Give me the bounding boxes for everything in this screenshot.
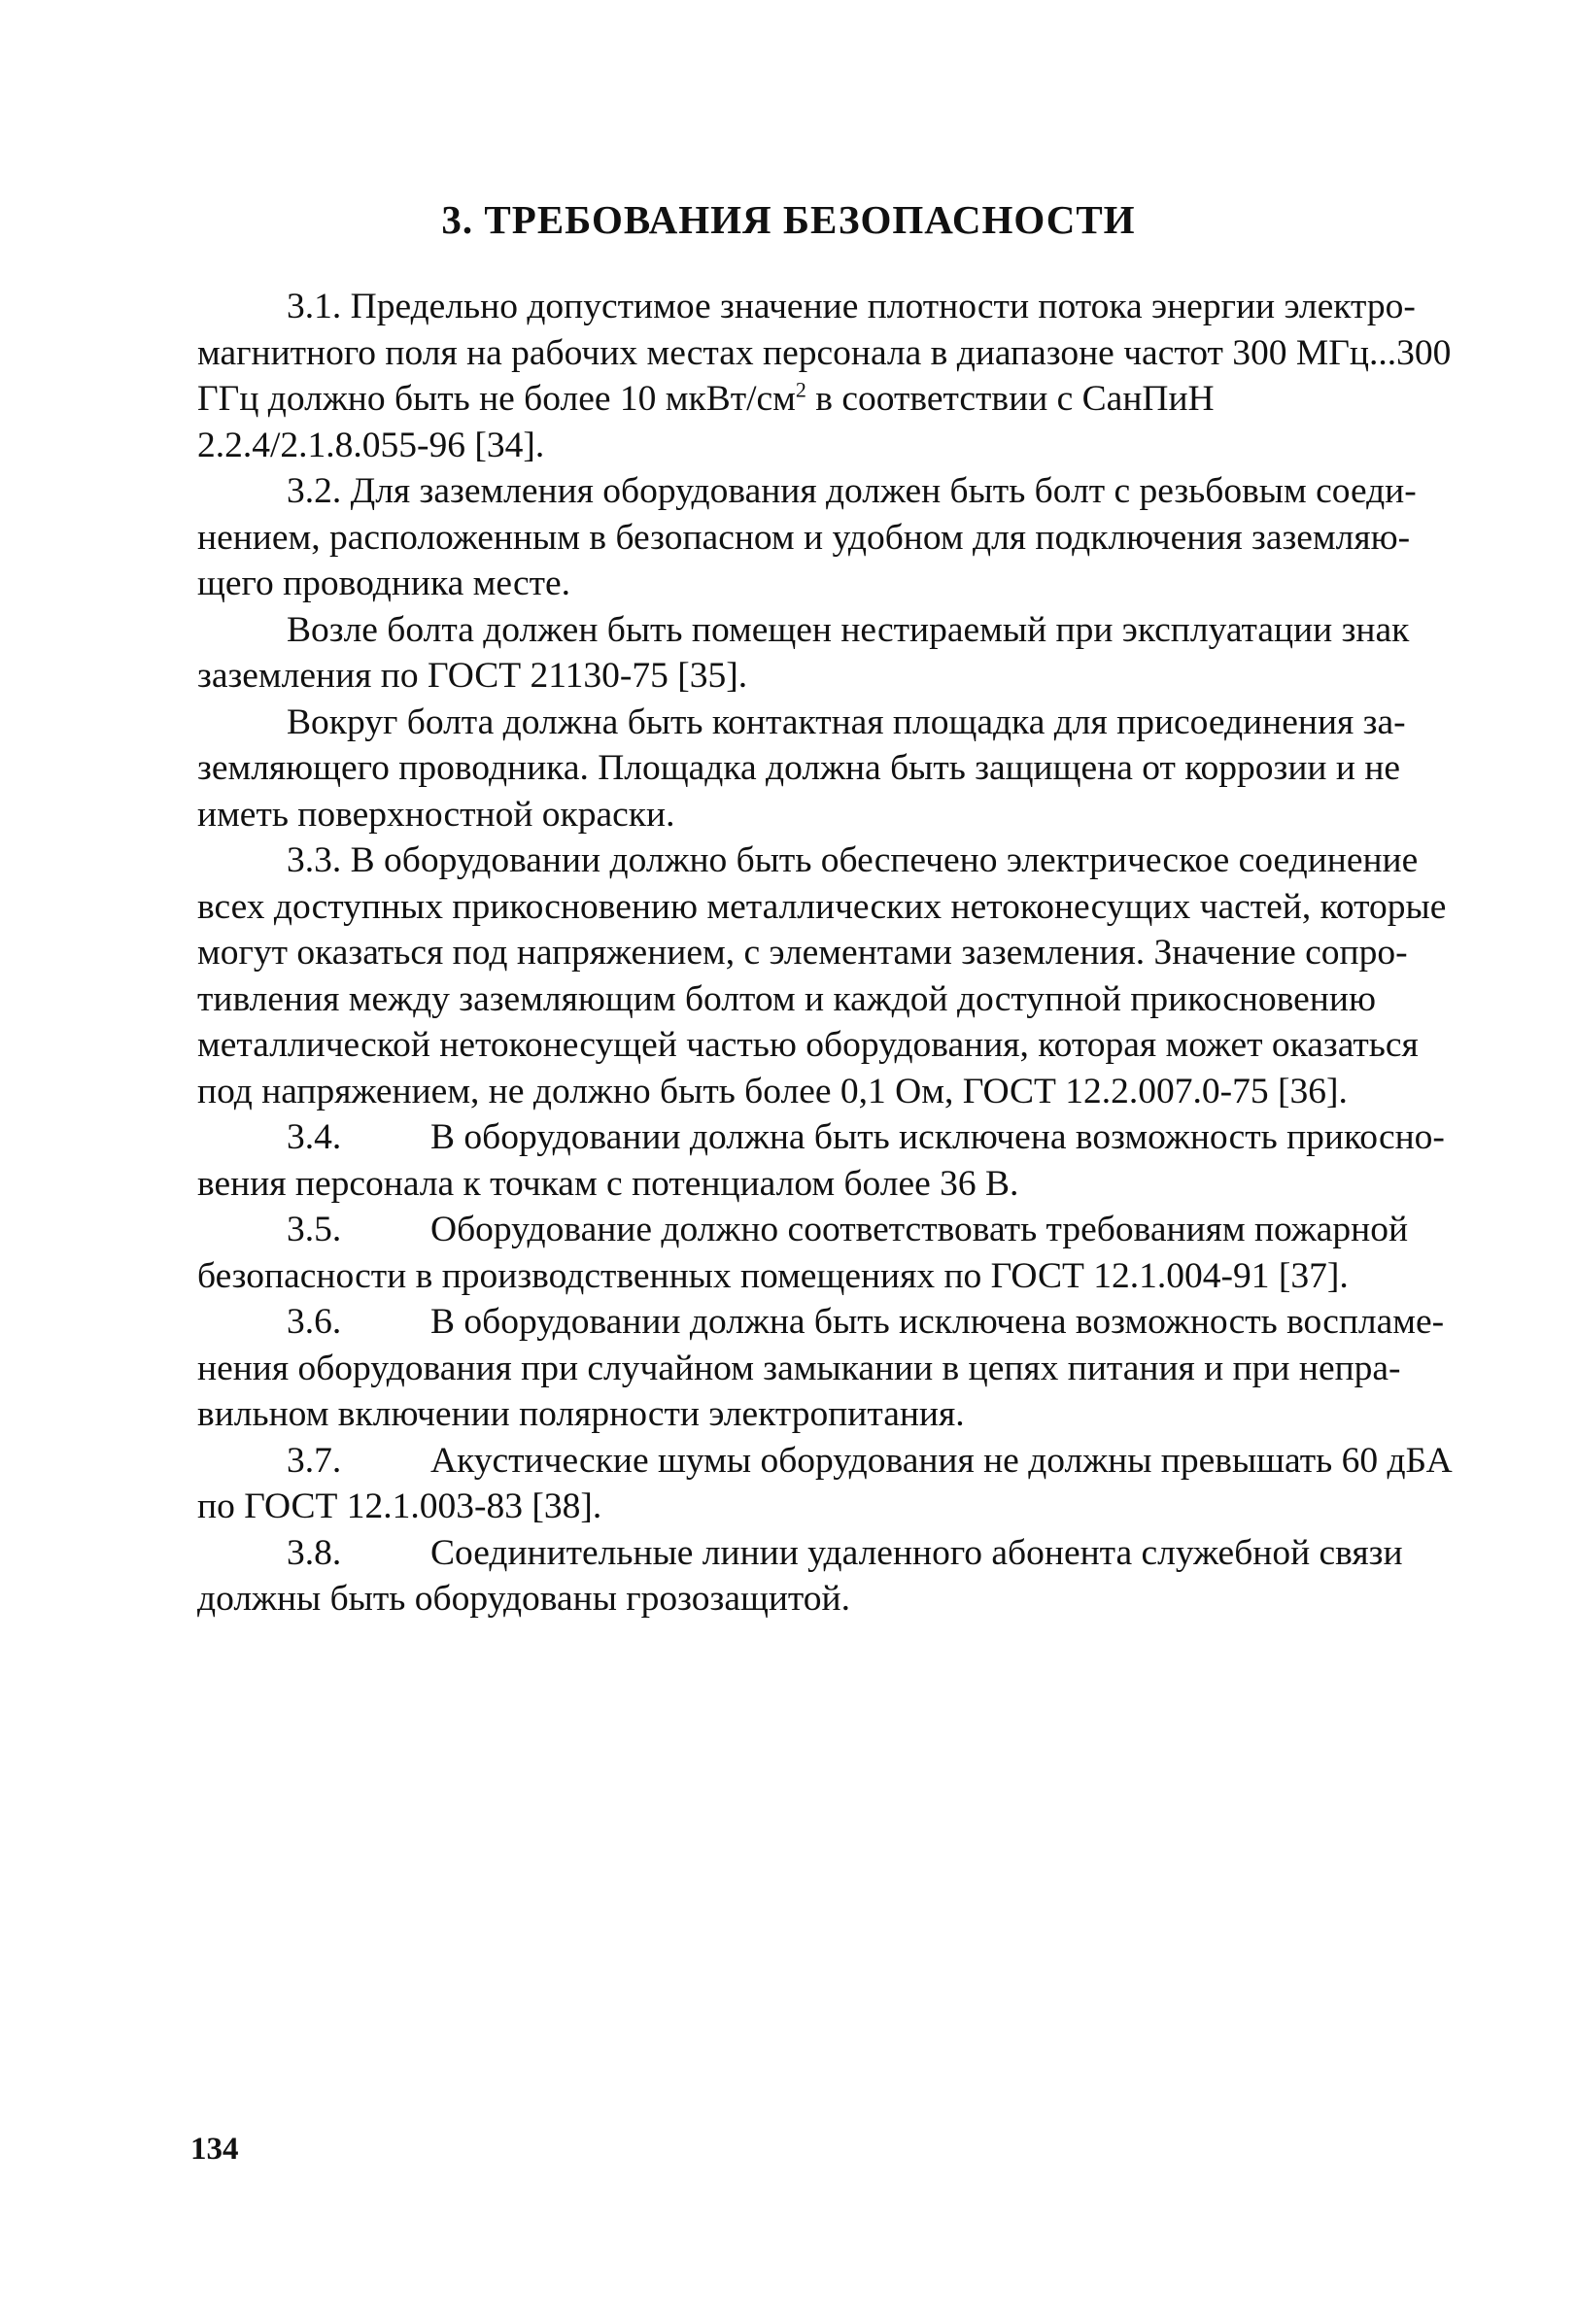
text-line: иметь поверхностной окраски. — [197, 794, 675, 835]
paragraph-3-3 — [197, 837, 1502, 1114]
paragraph-3-1 — [197, 284, 1502, 468]
text-fragment: в соответствии с СанПиН — [806, 379, 1215, 419]
text-line: заземления по ГОСТ 21130-75 [35]. — [197, 656, 748, 696]
text-fragment: Акустические шумы оборудования не должны превышать 60 дБА — [430, 1440, 1453, 1481]
text-fragment: ГГц должно быть не более 10 мкВт/см — [197, 379, 796, 419]
text-line: щего проводника месте. — [197, 564, 571, 603]
text-line — [197, 376, 1502, 423]
paragraph-3-2 — [197, 468, 1502, 607]
text-line — [197, 1438, 1502, 1485]
text-fragment: В оборудовании должна быть исключена возможность воспламе- — [430, 1302, 1445, 1342]
text-line: 3.1. Предельно допустимое значение плотности потока энергии электро- — [287, 287, 1416, 326]
superscript: 2 — [795, 377, 806, 402]
text-line: 2.2.4/2.1.8.055-96 [34]. — [197, 425, 545, 465]
section-body — [197, 284, 1502, 1623]
text-fragment: Соединительные линии удаленного абонента служебной связи — [430, 1532, 1403, 1573]
paragraph-3-4 — [197, 1114, 1502, 1207]
text-line: тивления между заземляющим болтом и каждой доступной прикосновению — [197, 978, 1376, 1019]
text-line: по ГОСТ 12.1.003-83 [38]. — [197, 1487, 602, 1526]
text-line: вильном включении полярности электропитания. — [197, 1394, 965, 1434]
text-line: металлической нетоконесущей частью оборудования, которая может оказаться — [197, 1025, 1419, 1065]
text-line: нения оборудования при случайном замыкании в цепях питания и при непра- — [197, 1348, 1401, 1388]
paragraph-contact-pad — [197, 700, 1502, 838]
paragraph-grounding-sign — [197, 607, 1502, 700]
text-line: Возле болта должен быть помещен нестираемый при эксплуатации знак — [287, 609, 1410, 650]
item-number: 3.8. — [287, 1532, 342, 1573]
paragraph-3-8 — [197, 1530, 1502, 1623]
item-number: 3.6. — [287, 1302, 342, 1342]
text-line: безопасности в производственных помещениях по ГОСТ 12.1.004-91 [37]. — [197, 1255, 1349, 1296]
text-line: вения персонала к точкам с потенциалом более 36 В. — [197, 1163, 1019, 1204]
text-line: должны быть оборудованы грозозащитой. — [197, 1579, 850, 1619]
item-number: 3.4. — [287, 1117, 342, 1157]
text-line: нением, расположенным в безопасном и удобном для подключения заземляю- — [197, 517, 1411, 558]
text-line: могут оказаться под напряжением, с элементами заземления. Значение сопро- — [197, 933, 1408, 973]
section-heading: 3. ТРЕБОВАНИЯ БЕЗОПАСНОСТИ — [441, 197, 1136, 242]
text-fragment: Оборудование должно соответствовать требованиям пожарной — [430, 1210, 1409, 1249]
item-number: 3.7. — [287, 1440, 342, 1481]
text-line: под напряжением, не должно быть более 0,1 Ом, ГОСТ 12.2.007.0-75 [36]. — [197, 1071, 1348, 1111]
paragraph-3-7 — [197, 1438, 1502, 1530]
text-line: 3.3. В оборудовании должно быть обеспечено электрическое соединение — [287, 840, 1419, 880]
text-line — [197, 1207, 1502, 1253]
paragraph-3-6 — [197, 1299, 1502, 1438]
text-fragment: В оборудовании должна быть исключена возможность прикосно- — [430, 1117, 1445, 1157]
page-number: 134 — [190, 2132, 239, 2167]
paragraph-3-5 — [197, 1207, 1502, 1299]
text-line — [197, 1114, 1502, 1161]
text-line: 3.2. Для заземления оборудования должен быть болт с резьбовым соеди- — [287, 471, 1417, 511]
text-line — [197, 1530, 1502, 1577]
text-line: земляющего проводника. Площадка должна быть защищена от коррозии и не — [197, 748, 1401, 788]
text-line: Вокруг болта должна быть контактная площадка для присоединения за- — [287, 701, 1406, 742]
item-number: 3.5. — [287, 1210, 342, 1249]
text-line — [197, 1299, 1502, 1346]
text-line: магнитного поля на рабочих местах персонала в диапазоне частот 300 МГц...300 — [197, 332, 1452, 373]
text-line: всех доступных прикосновению металлических нетоконесущих частей, которые — [197, 886, 1447, 927]
